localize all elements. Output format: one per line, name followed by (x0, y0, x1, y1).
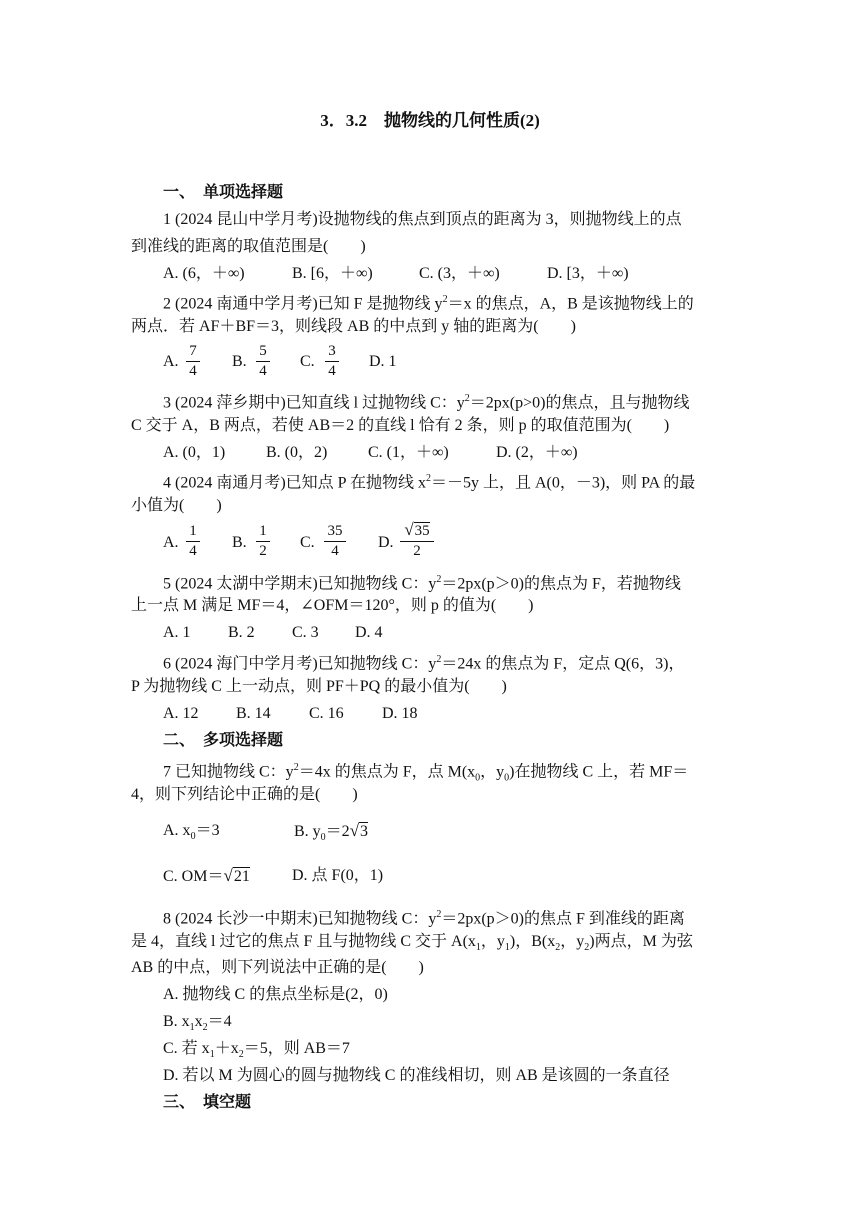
question-3-option-a: A. (0，1) (163, 444, 226, 461)
question-7-line-1: 7 已知抛物线 C：$y^2=4x$ 的焦点为 F，点 $M(x_0$，$y_0$)在抛物线 C 上，若 MF＝ (163, 762, 689, 784)
question-4-option-d-fraction: √35 2 (400, 521, 434, 560)
question-8-line-1: 8 (2024 长沙一中期末)已知抛物线 C：$y^2=2px(p>0)$的焦点 F 到准线的距离 (163, 909, 685, 928)
question-8-option-a: A. 抛物线 C 的焦点坐标是(2，0) (163, 986, 388, 1003)
question-1-option-c: C. (3，＋∞) (419, 265, 500, 282)
question-4-line-2: 小值为( ) (131, 497, 222, 514)
question-3-option-c: C. (1，＋∞) (368, 444, 449, 461)
question-2-option-a-label: A. (163, 353, 179, 370)
question-8-option-c: C. 若 $x_1+x_2=5$，则 AB＝7 (163, 1040, 350, 1061)
question-3-line-2: C 交于 A，B 两点，若使 AB＝2 的直线 l 恰有 2 条，则 p 的取值范围为( ) (131, 417, 670, 434)
question-5-line-1: 5 (2024 太湖中学期末)已知抛物线 C：$y^2=2px(p>0)$的焦点为 F，若抛物线 (163, 574, 681, 593)
question-4-option-b-label: B. (232, 534, 247, 551)
question-4-option-a-label: A. (163, 534, 179, 551)
question-4-option-b-fraction: 1 2 (256, 523, 270, 560)
question-8-option-d: D. 若以 M 为圆心的圆与抛物线 C 的准线相切，则 AB 是该圆的一条直径 (163, 1067, 670, 1084)
question-4-option-a-fraction: 1 4 (186, 523, 200, 560)
question-6-line-1: 6 (2024 海门中学月考)已知抛物线 C：$y^2=24x$ 的焦点为 F，定点 Q(6，3)， (163, 654, 685, 673)
question-6-option-b: B. 14 (236, 705, 271, 722)
question-2-line-2: 两点．若 AF＋BF＝3，则线段 AB 的中点到 y 轴的距离为( ) (131, 318, 576, 335)
section-heading-multiple-choice: 二、 多项选择题 (163, 732, 284, 749)
question-7-line-2: 4，则下列结论中正确的是( ) (131, 786, 358, 803)
question-4-option-d-label: D. (378, 534, 394, 551)
question-7-option-d: D. 点 F(0，1) (292, 867, 384, 884)
question-7-option-b: B. $y_0=2√3$ (294, 821, 369, 844)
question-5-option-b: B. 2 (228, 624, 255, 641)
question-4-line-1: 4 (2024 南通月考)已知点 P 在抛物线 $x^2=-5y$ 上，且 A(0，－3)，则 PA 的最 (163, 473, 696, 492)
question-2-option-c-label: C. (300, 353, 315, 370)
question-2-option-b-fraction: 5 4 (256, 343, 270, 380)
question-1-line-2: 到准线的距离的取值范围是( ) (131, 238, 366, 255)
question-6-option-c: C. 16 (309, 705, 344, 722)
question-3-option-d: D. (2，＋∞) (496, 444, 578, 461)
question-6-option-a: A. 12 (163, 705, 199, 722)
question-2-option-c-fraction: 3 4 (325, 343, 339, 380)
question-3-option-b: B. (0，2) (266, 444, 328, 461)
question-2-line-1: 2 (2024 南通中学月考)已知 F 是抛物线 $y^2=x$ 的焦点，A，B 是该抛物线上的 (163, 294, 694, 313)
question-6-option-d: D. 18 (382, 705, 418, 722)
question-5-option-a: A. 1 (163, 624, 191, 641)
page-title: 3．3.2 抛物线的几何性质(2) (320, 111, 540, 130)
question-1-option-d: D. [3，＋∞) (547, 265, 629, 282)
question-1-option-b: B. [6，＋∞) (292, 265, 373, 282)
question-5-option-d: D. 4 (355, 624, 383, 641)
question-7-option-a: A. $x_0=3$ (163, 822, 220, 843)
question-2-option-d: D. 1 (369, 353, 397, 370)
question-2-option-b-label: B. (232, 353, 247, 370)
question-2-option-a-fraction: 7 4 (186, 343, 200, 380)
question-4-option-c-fraction: 35 4 (324, 523, 346, 560)
question-8-option-b: B. $x_1x_2=4$ (163, 1013, 232, 1034)
question-8-line-3: AB 的中点，则下列说法中正确的是( ) (131, 959, 424, 976)
question-8-line-2: 是 4，直线 l 过它的焦点 F 且与抛物线 C 交于 $A(x_1$，$y_1$)，$B(x_2$，$y_2$)两点，M 为弦 (131, 933, 693, 954)
question-5-line-2: 上一点 M 满足 MF＝4，∠OFM＝120°，则 p 的值为( ) (131, 597, 534, 614)
question-1-option-a: A. (6，＋∞) (163, 265, 245, 282)
section-heading-single-choice: 一、 单项选择题 (163, 184, 284, 201)
question-3-line-1: 3 (2024 萍乡期中)已知直线 l 过抛物线 C：$y^2=2px(p>0)$的焦点，且与抛物线 (163, 393, 690, 412)
question-4-option-c-label: C. (300, 534, 315, 551)
question-5-option-c: C. 3 (292, 624, 319, 641)
question-7-option-c: C. OM＝√21 (163, 866, 250, 885)
question-1-line-1: 1 (2024 昆山中学月考)设抛物线的焦点到顶点的距离为 3，则抛物线上的点 (163, 211, 682, 228)
section-heading-fill-in-blank: 三、 填空题 (163, 1094, 252, 1111)
question-6-line-2: P 为抛物线 C 上一动点，则 PF＋PQ 的最小值为( ) (131, 678, 507, 695)
